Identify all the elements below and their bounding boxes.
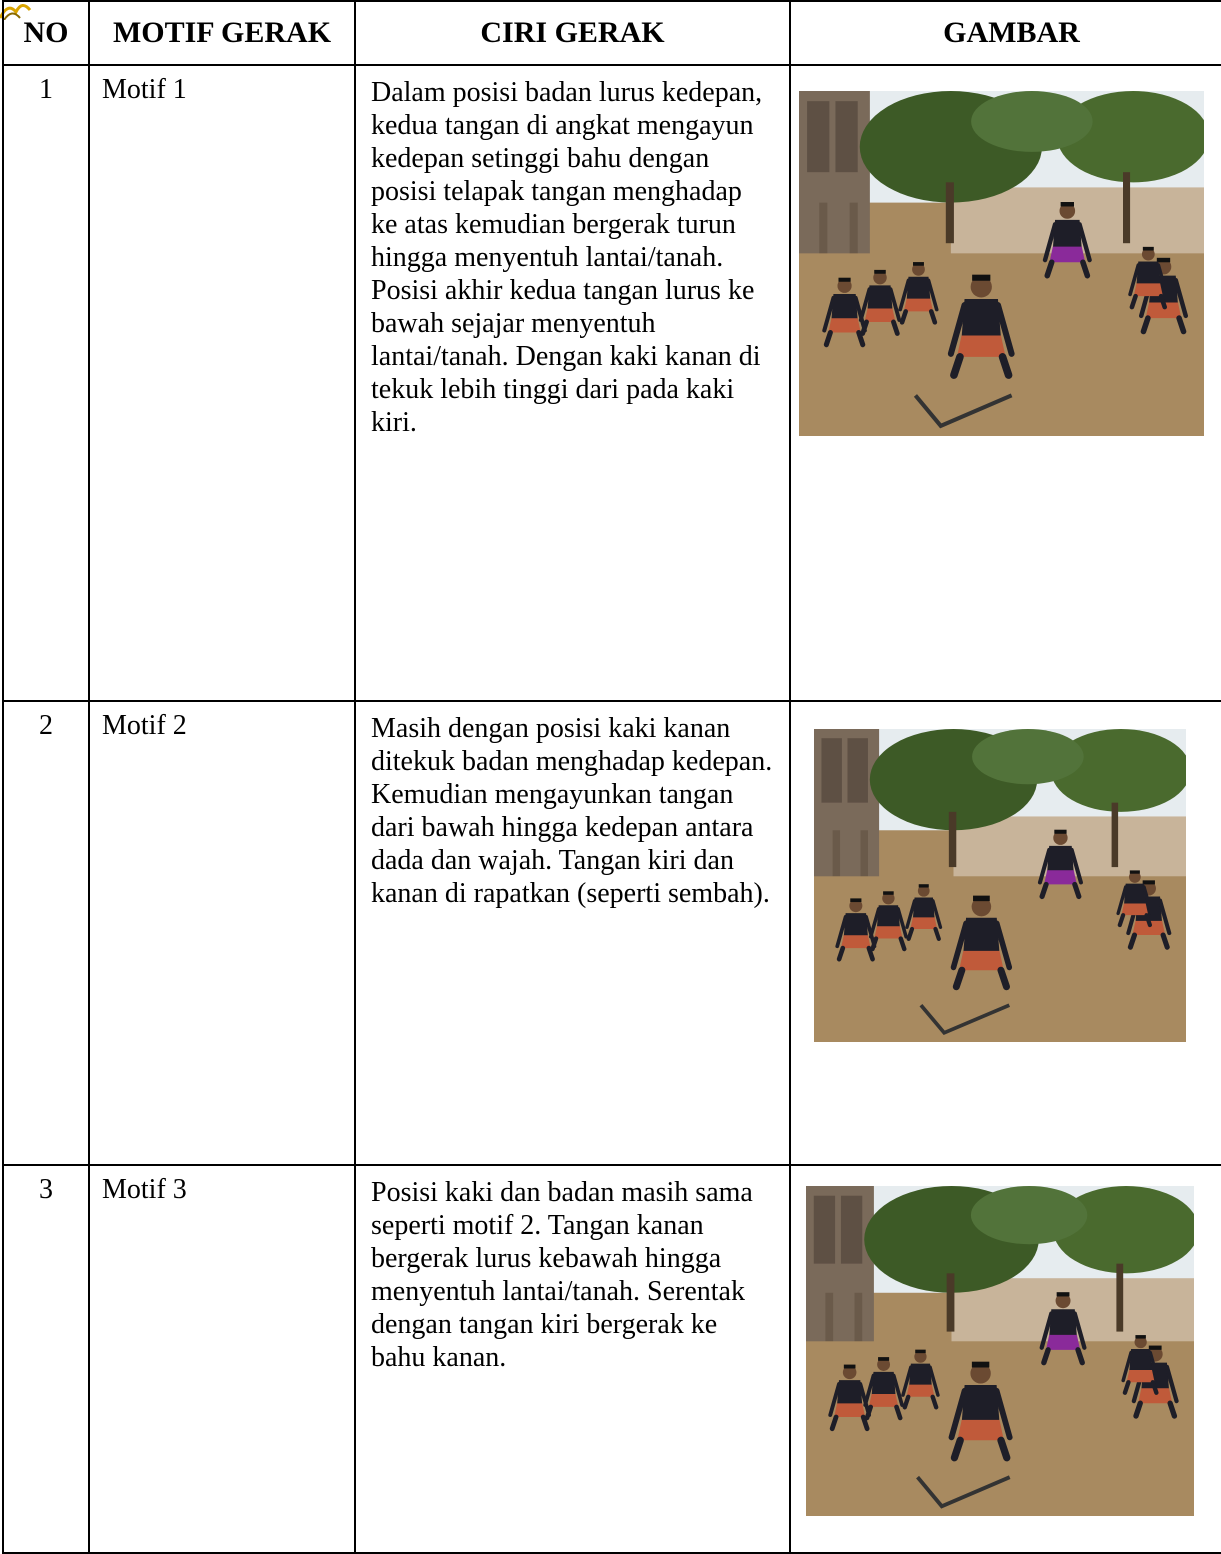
header-motif-gerak: MOTIF GERAK [89, 1, 355, 65]
header-gambar: GAMBAR [790, 1, 1221, 65]
motif-name: Motif 3 [89, 1165, 355, 1553]
table-row [3, 65, 1221, 701]
motion-description: Dalam posisi badan lurus kedepan, kedua tangan di angkat mengayun kedepan setinggi bahu dengan posisi telapak tangan menghadap ke atas kemudian bergerak turun hingga menyentuh lantai/tanah. Posisi akhir kedua tangan lurus ke bawah sejajar menyentuh lantai/tanah. Dengan kaki kanan di tekuk lebih tinggi dari pada kaki kiri. [355, 65, 790, 701]
image-cell [790, 1165, 1221, 1553]
motion-table [2, 0, 1221, 1554]
header-ciri-gerak: CIRI GERAK [355, 1, 790, 65]
motif-name: Motif 2 [89, 701, 355, 1165]
motion-description: Masih dengan posisi kaki kanan ditekuk badan menghadap kedepan. Kemudian mengayunkan tangan dari bawah hingga kedepan antara dada dan wajah. Tangan kiri dan kanan di rapatkan (seperti sembah). [355, 701, 790, 1165]
header-no: NO [3, 1, 89, 65]
row-number: 1 [3, 65, 89, 701]
header-row [3, 1, 1221, 65]
motion-description: Posisi kaki dan badan masih sama seperti motif 2. Tangan kanan bergerak lurus kebawah hingga menyentuh lantai/tanah. Serentak dengan tangan kiri bergerak ke bahu kanan. [355, 1165, 790, 1553]
dance-photo-motif-2 [814, 729, 1186, 1042]
dance-photo-motif-3 [806, 1186, 1194, 1516]
row-number: 2 [3, 701, 89, 1165]
photo-illustration [799, 91, 1204, 436]
dance-photo-motif-1 [799, 91, 1204, 436]
motif-name: Motif 1 [89, 65, 355, 701]
photo-illustration [806, 1186, 1194, 1516]
table-row [3, 701, 1221, 1165]
photo-illustration [814, 729, 1186, 1042]
image-cell [790, 65, 1221, 701]
table-row [3, 1165, 1221, 1553]
image-cell [790, 701, 1221, 1165]
row-number: 3 [3, 1165, 89, 1553]
